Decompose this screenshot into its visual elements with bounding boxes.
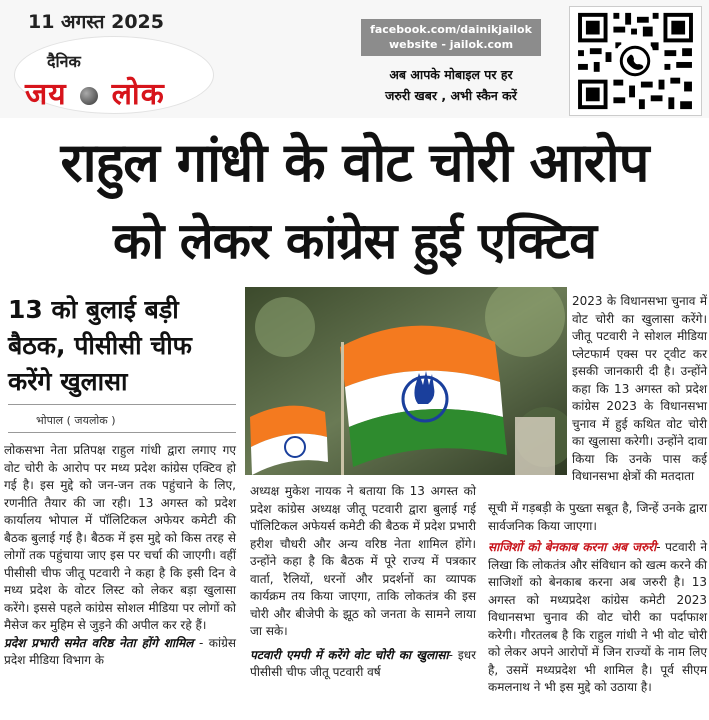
main-headline xyxy=(0,124,709,280)
scan-prompt xyxy=(346,64,556,106)
newspaper-logo xyxy=(25,72,165,113)
article-paragraph: सूची में गड़बड़ी के पुख्ता सबूत है, जिन्हें उनके द्वारा सार्वजनिक किया जाएगा। xyxy=(488,501,707,533)
headline-line-2: को लेकर कांग्रेस हुई एक्टिव xyxy=(112,212,597,270)
paragraph-text: - इधर पीसीसी चीफ जीतू पटवारी वर्ष xyxy=(250,647,477,679)
article-paragraph: 2023 के विधानसभा चुनाव में वोट चोरी का खुलासा करेंगे। जीतू पटवारी ने सोशल मीडिया प्लेटफार्म एक्स पर ट्वीट कर इसकी जानकारी दी है। उन्होंने कहा कि 13 अगस्त को प्रदेश कांग्रेस 2023 के विधानसभा चुनाव में हुई कथित वोट चोरी का खुलासा करेगी। उन्होंने दावा किया कि उनके पास कई विधानसभा क्षेत्रों की मतदाता xyxy=(572,294,707,483)
article-paragraph xyxy=(488,539,707,697)
issue-date: 11 अगस्त 2025 xyxy=(28,11,164,33)
article-paragraph xyxy=(250,647,476,682)
logo-prefix: दैनिक xyxy=(47,52,81,71)
website-link[interactable]: website - jailok.com xyxy=(388,38,514,51)
qr-code-icon[interactable] xyxy=(569,6,702,116)
logo-word-right: लोक xyxy=(111,77,165,112)
article-paragraph xyxy=(4,635,236,670)
congress-flags-photo xyxy=(245,287,567,475)
scan-line-1: अब आपके मोबाइल पर हर xyxy=(389,67,513,82)
divider xyxy=(8,432,236,433)
article-column-right xyxy=(572,293,707,486)
article-column-left xyxy=(4,442,236,670)
scan-line-2: जरुरी खबर , अभी स्कैन करें xyxy=(385,88,517,103)
section-heading: साजिशों को बेनकाब करना अब जरुरी xyxy=(488,540,657,554)
globe-icon xyxy=(80,87,98,105)
masthead xyxy=(0,0,709,118)
headline-line-1: राहुल गांधी के वोट चोरी आरोप xyxy=(60,131,649,194)
section-heading: प्रदेश प्रभारी समेत वरिष्ठ नेता होंगे शामिल xyxy=(4,635,194,650)
paragraph-text: - पटवारी ने लिखा कि लोकतंत्र और संविधान को खत्म करने की साजिशों को बेनकाब करना अब जरुरी है। 13 अगस्त को मध्यप्रदेश कांग्रेस कमेटी 2023 विधानसभा चुनाव की वोट चोरी का पर्दाफाश करेगी। गौरतलब है कि राहुल गांधी ने भी वोट चोरी को लेकर अपने आरोपों में जिन राज्यों के नाम लिए है, उसमें मध्यप्रदेश भी शामिल है। पूर्व सीएम कमलनाथ ने भी इस मुद्दे को उठाया है। xyxy=(488,540,707,694)
byline: भोपाल ( जयलोक ) xyxy=(36,414,116,427)
social-links-box xyxy=(361,19,541,56)
subhead-line-1: 13 को बुलाई बड़ी xyxy=(8,295,179,324)
section-heading: पटवारी एमपी में करेंगे वोट चोरी का खुलासा xyxy=(250,647,449,662)
article-paragraph: लोकसभा नेता प्रतिपक्ष राहुल गांधी द्वारा लगाए गए वोट चोरी के आरोप पर मध्य प्रदेश कांग्रेस एक्टिव हो गई है। इस मुद्दे को जन-जन तक पहुंचाने के लिए, रणनीति तैयार की जा रही। 13 अगस्त को प्रदेश कार्यालय भोपाल में पॉलिटिकल अफेयर कमेटी की बैठक बुलाई गई है। बैठक में इस मुद्दे को किस तरह से लोगों तक पहुंचाया जाए इस पर चर्चा की जाएगी। वहीं पीसीसी चीफ जीतू पटवारी ने कहा है कि इसी दिन वे मध्य प्रदेश के वोटर लिस्ट को लेकर बड़ा खुलासा करेंगे। इससे पहले कांग्रेस सोशल मीडिया पर लोगों को मैसेज कर मुहिम से जुड़ने की अपील कर रहे हैं। xyxy=(4,443,236,632)
facebook-link[interactable]: facebook.com/dainikjailok xyxy=(370,23,532,36)
article-column-middle xyxy=(250,483,476,682)
article-column-right-lower xyxy=(488,500,707,697)
divider xyxy=(8,404,236,405)
sub-headline xyxy=(8,292,238,400)
subhead-line-3: करेंगे खुलासा xyxy=(8,367,128,396)
logo-word-left: जय xyxy=(25,77,67,112)
article-paragraph: अध्यक्ष मुकेश नायक ने बताया कि 13 अगस्त को प्रदेश कांग्रेस अध्यक्ष जीतू पटवारी द्वारा बुलाई गई पॉलिटिकल अफेयर्स कमेटी की बैठक में प्रदेश प्रभारी हरीश चौधरी और अन्य वरिष्ठ नेता शामिल होंगे। उन्होंने कहा है कि बैठक में पूरे राज्य में पत्रकार वार्ता, रैलियों, धरनों और प्रदर्शनों का व्यापक कार्यक्रम तय किया जाएगा, ताकि लोकतंत्र की इस चोरी और बीजेपी के झूठ को जनता के सामने लाया जा सके। xyxy=(250,484,476,638)
subhead-line-2: बैठक, पीसीसी चीफ xyxy=(8,331,192,360)
paragraph-text: - कांग्रेस प्रदेश मीडिया विभाग के xyxy=(4,635,236,667)
